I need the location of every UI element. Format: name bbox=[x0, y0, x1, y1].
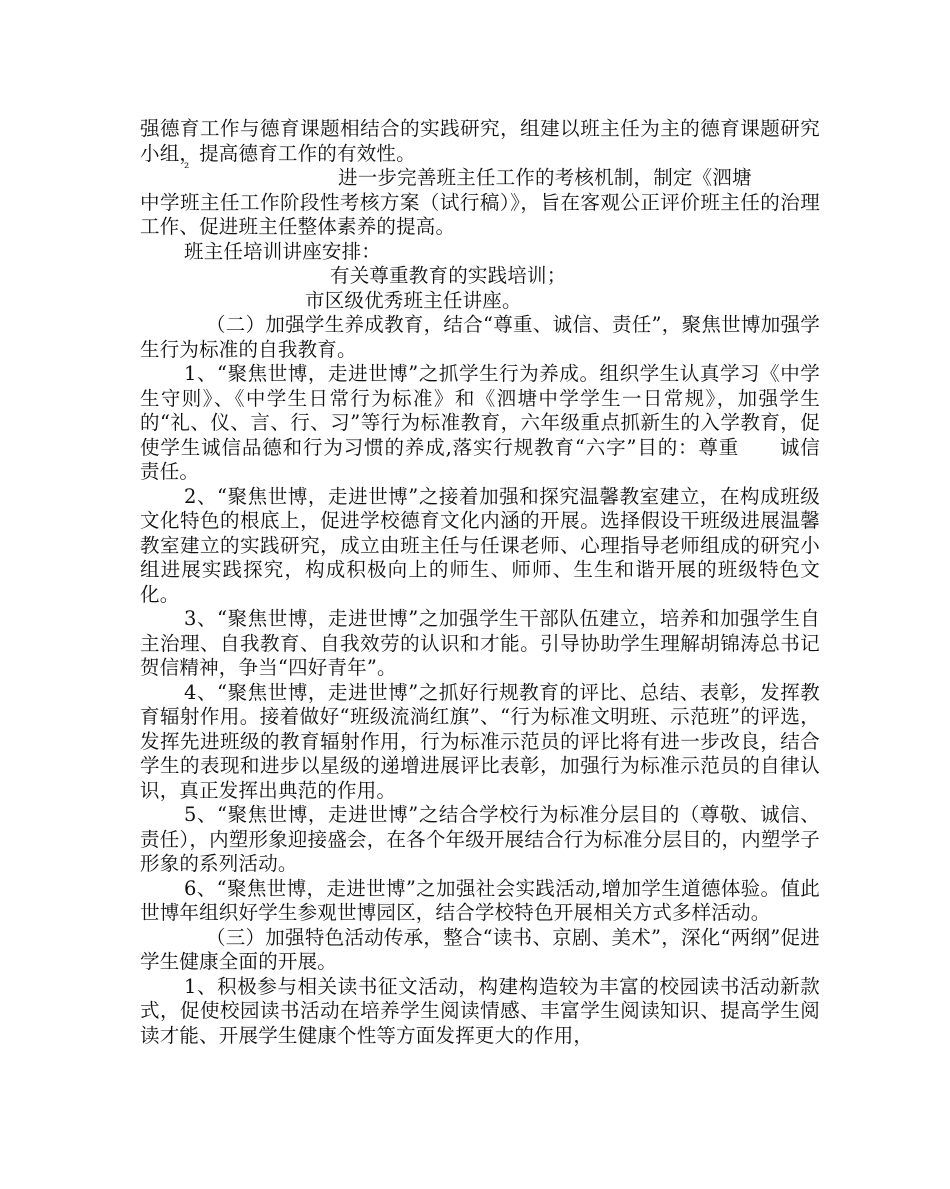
section-2-point-1: 1、“聚焦世博，走进世博”之抓学生行为养成。组织学生认真学习《中学生守则》、《中学生日常行为标准》和《泗塘中学学生一日常规》，加强学生的“礼、仪、言、行、习”等行为标准教育，六年级重点抓新生的入学教育，促使学生诚信品德和行为习惯的养成,落实行规教育“六字”目的：尊重 诚信 责任。 bbox=[140, 362, 860, 483]
lecture-item-1: 有关尊重教育的实践培训； bbox=[330, 264, 567, 287]
section-3-heading: （三）加强特色活动传承，整合“读书、京剧、美术”，深化“两纲”促进学生健康全面的开展。 bbox=[140, 925, 820, 973]
section-2-point-5: 5、“聚焦世博，走进世博”之结合学校行为标准分层目的（尊敬、诚信、责任），内塑形象迎接盛会，在各个年级开展结合行为标准分层目的，内塑学子形象的系列活动。 bbox=[140, 803, 820, 875]
item2-first-line bbox=[140, 161, 820, 191]
section-2-heading: （二）加强学生养成教育，结合“尊重、诚信、责任”，聚焦世博加强学生行为标准的自我教育。 bbox=[140, 313, 820, 361]
section-2-point-6: 6、“聚焦世博，走进世博”之加强社会实践活动,增加学生道德体验。值此世博年组织好学生参观世博园区，结合学校特色开展相关方式多样活动。 bbox=[140, 876, 820, 924]
document-body bbox=[140, 117, 860, 1048]
lecture-title: 班主任培训讲座安排： bbox=[184, 239, 382, 263]
item2-first-text: 进一步完善班主任工作的考核机制，制定《泗塘 bbox=[338, 166, 752, 189]
intro-paragraph-tail: 强德育工作与德育课题相结合的实践研究，组建以班主任为主的德育课题研究小组，提高德育工作的有效性。 bbox=[140, 117, 820, 165]
item2-rest: 中学班主任工作阶段性考核方案（试行稿）》，旨在客观公正评价班主任的治理工作、促进班主任整体素养的提高。 bbox=[140, 190, 820, 238]
section-2-point-3: 3、“聚焦世博，走进世博”之加强学生干部队伍建立，培养和加强学生自主治理、自我教育、自我效劳的认识和才能。引导协助学生理解胡锦涛总书记贺信精神，争当“四好青年”。 bbox=[140, 607, 820, 679]
lecture-item-2: 市区级优秀班主任讲座。 bbox=[305, 288, 522, 312]
section-2-point-4: 4、“聚焦世博，走进世博”之抓好行规教育的评比、总结、表彰，发挥教育辐射作用。接着做好“班级流淌红旗”、“行为标准文明班、示范班”的评选，发挥先进班级的教育辐射作用，行为标准示范员的评比将有进一步改良，结合学生的表现和进步以星级的递增进展评比表彰，加强行为标准示范员的自律认识，真正发挥出典范的作用。 bbox=[140, 680, 820, 802]
item2-marker: ² bbox=[184, 161, 190, 176]
section-3-point-1: 1、积极参与相关读书征文活动，构建构造较为丰富的校园读书活动新款式，促使校园读书活动在培养学生阅读情感、丰富学生阅读知识、提高学生阅读才能、开展学生健康个性等方面发挥更大的作用， bbox=[140, 974, 820, 1047]
section-2-point-2: 2、“聚焦世博，走进世博”之接着加强和探究温馨教室建立，在构成班级文化特色的根底上，促进学校德育文化内涵的开展。选择假设干班级进展温馨教室建立的实践研究，成立由班主任与任课老师、心理指导老师组成的研究小组进展实践探究，构成积极向上的师生、师师、生生和谐开展的班级特色文化。 bbox=[140, 484, 820, 606]
